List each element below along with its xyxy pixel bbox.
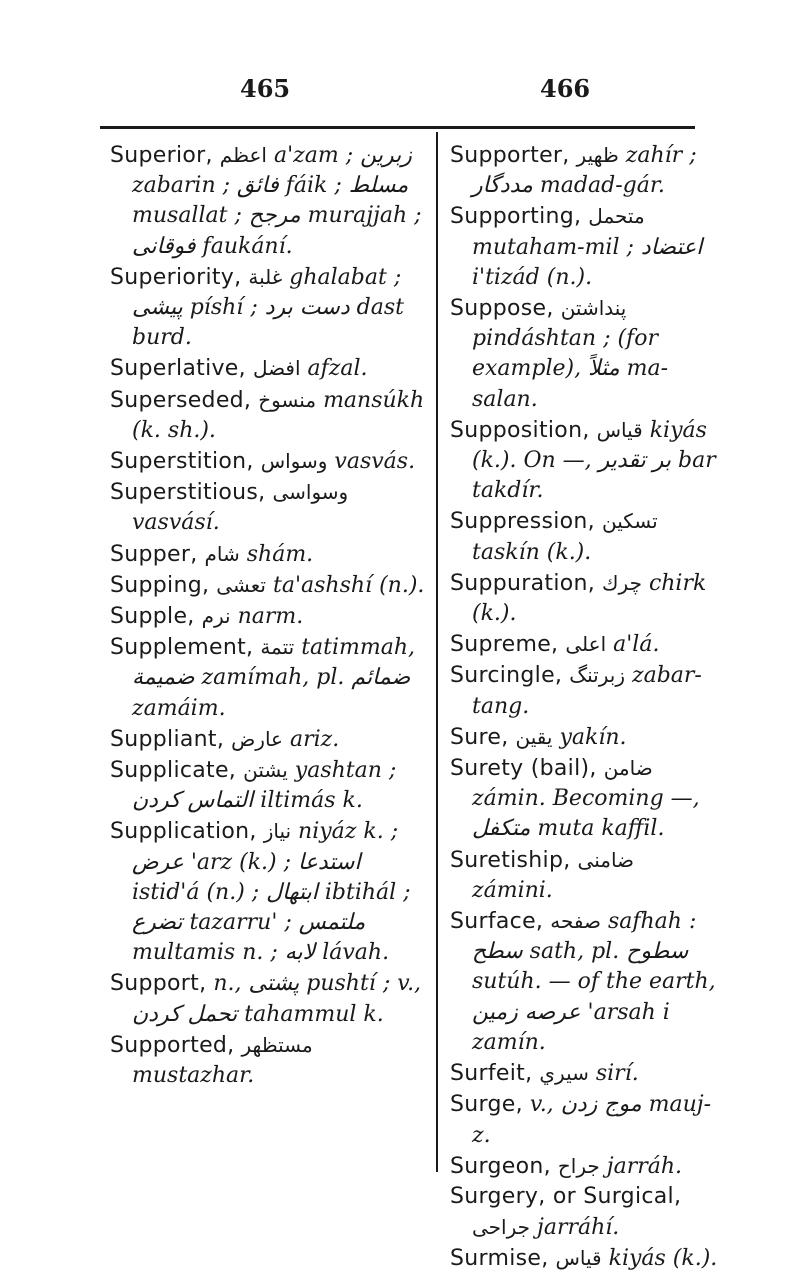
entry-headword: Surfeit, bbox=[450, 1061, 533, 1087]
entry-headword: Suppliant, bbox=[110, 726, 225, 752]
dictionary-entry bbox=[450, 629, 718, 660]
entry-transliteration: mustazhar. bbox=[132, 1063, 255, 1089]
dictionary-entry bbox=[450, 753, 718, 845]
entry-transliteration: niyáz k. ; عرض 'arz (k.) ; استدعا istid'á (n.) ; ابتهال ibtihál ; تضرع tazarru' ; ملتمس multamis n. ; لابه lávah. bbox=[132, 819, 411, 966]
entry-persian-script: عارض bbox=[231, 726, 283, 751]
entry-headword: Supplication, bbox=[110, 819, 257, 845]
entry-persian-script: شام bbox=[204, 541, 240, 566]
entry-persian-script: قياس bbox=[596, 417, 643, 442]
dictionary-entry bbox=[450, 660, 718, 721]
entry-headword: Supreme, bbox=[450, 632, 559, 658]
entry-transliteration: jarráhí. bbox=[537, 1215, 620, 1241]
dictionary-entry bbox=[450, 722, 718, 753]
entry-transliteration: afzal. bbox=[307, 356, 368, 382]
entry-persian-script: مستظهر bbox=[241, 1032, 313, 1057]
entry-persian-script: جراحی bbox=[472, 1215, 530, 1240]
entry-headword: Superiority, bbox=[110, 264, 242, 290]
entry-persian-script: يقين bbox=[515, 724, 553, 749]
dictionary-entry bbox=[450, 1058, 718, 1089]
dictionary-entry bbox=[450, 1151, 718, 1182]
entry-transliteration: kiyás (k.). bbox=[608, 1246, 718, 1272]
entry-persian-script: تتمة bbox=[260, 635, 295, 660]
dictionary-entry bbox=[110, 755, 432, 816]
entry-persian-script: وسواسی bbox=[272, 480, 349, 505]
dictionary-entry bbox=[110, 385, 432, 446]
dictionary-entry bbox=[110, 632, 432, 724]
dictionary-entry bbox=[110, 477, 432, 538]
right-column bbox=[450, 140, 718, 1275]
entry-persian-script: ضامن bbox=[603, 756, 653, 781]
entry-persian-script: نياز bbox=[263, 819, 292, 844]
entry-headword: Surety (bail), bbox=[450, 756, 597, 782]
entry-headword: Surgery, or Surgical, bbox=[450, 1183, 682, 1209]
entry-transliteration: ariz. bbox=[289, 726, 340, 752]
entry-persian-script: جراح bbox=[557, 1153, 600, 1178]
entry-persian-script: صفحه bbox=[550, 909, 601, 934]
entry-transliteration: vasvásí. bbox=[132, 510, 220, 536]
dictionary-entry bbox=[110, 570, 432, 601]
entry-headword: Supporting, bbox=[450, 204, 582, 230]
entry-headword: Supporter, bbox=[450, 143, 570, 168]
dictionary-entry bbox=[110, 1030, 432, 1091]
column-divider bbox=[436, 132, 438, 1172]
entry-headword: Supple, bbox=[110, 604, 195, 630]
entry-transliteration: shám. bbox=[246, 541, 314, 567]
entry-headword: Superlative, bbox=[110, 356, 246, 382]
dictionary-entry bbox=[450, 1089, 718, 1150]
left-column bbox=[110, 140, 432, 1091]
dictionary-entry bbox=[110, 539, 432, 570]
entry-headword: Support, bbox=[110, 971, 207, 997]
dictionary-entry bbox=[110, 262, 432, 354]
dictionary-entry bbox=[110, 816, 432, 968]
entry-headword: Surface, bbox=[450, 909, 544, 935]
entry-headword: Supper, bbox=[110, 541, 198, 567]
entry-transliteration: a'lá. bbox=[613, 632, 660, 658]
dictionary-entry bbox=[450, 415, 718, 507]
entry-headword: Supplicate, bbox=[110, 758, 237, 784]
entry-transliteration: zámin. Becoming —, متكفل muta kaffil. bbox=[472, 786, 700, 842]
entry-transliteration: zabar-tang. bbox=[472, 663, 702, 719]
entry-persian-script: افضل bbox=[252, 356, 301, 381]
entry-headword: Suppose, bbox=[450, 296, 554, 322]
entry-headword: Supping, bbox=[110, 572, 210, 598]
entry-transliteration: vasvás. bbox=[334, 449, 416, 475]
entry-headword: Surcingle, bbox=[450, 663, 563, 689]
entry-transliteration: mutaham-mil ; اعتضاد i'tizád (n.). bbox=[472, 234, 703, 290]
entry-headword: Superior, bbox=[110, 143, 213, 168]
entry-headword: Supplement, bbox=[110, 635, 254, 661]
entry-headword: Surmise, bbox=[450, 1246, 549, 1272]
entry-transliteration: chirk (k.). bbox=[472, 570, 707, 627]
entry-persian-script: تسكين bbox=[601, 509, 658, 534]
entry-persian-script: يشتن bbox=[243, 758, 288, 783]
dictionary-entry bbox=[450, 845, 718, 906]
entry-transliteration: yashtan ; التماس كردن iltimás k. bbox=[132, 758, 397, 814]
entry-persian-script: منسوخ bbox=[258, 387, 317, 412]
entry-transliteration: safhah : سطح sath, pl. سطوح sutúh. — of the earth, عرصه زمين 'arsah i zamín. bbox=[472, 909, 716, 1055]
entry-transliteration: jarráh. bbox=[606, 1153, 682, 1179]
entry-headword: Supported, bbox=[110, 1032, 235, 1058]
dictionary-entry bbox=[110, 968, 432, 1029]
entry-transliteration: ta'ashshí (n.). bbox=[273, 572, 425, 598]
dictionary-entry bbox=[450, 1243, 718, 1274]
entry-headword: Superstition, bbox=[110, 449, 254, 475]
dictionary-entry bbox=[110, 601, 432, 632]
dictionary-entry bbox=[110, 140, 432, 262]
dictionary-entry bbox=[450, 906, 718, 1058]
entry-transliteration: narm. bbox=[237, 604, 304, 630]
dictionary-entry bbox=[110, 446, 432, 477]
entry-transliteration: taskín (k.). bbox=[472, 539, 592, 565]
page-number-right: 466 bbox=[540, 74, 591, 103]
entry-persian-script: سيري bbox=[539, 1061, 589, 1086]
entry-persian-script: نرم bbox=[201, 604, 231, 629]
page-number-left: 465 bbox=[240, 74, 291, 103]
dictionary-entry bbox=[450, 293, 718, 415]
entry-transliteration: ghalabat ; پیشی píshí ; دست برد dast burd. bbox=[132, 264, 404, 351]
entry-headword: Suppression, bbox=[450, 509, 595, 535]
entry-headword: Suretiship, bbox=[450, 847, 571, 873]
entry-transliteration: sirí. bbox=[595, 1061, 639, 1087]
dictionary-entry bbox=[450, 201, 718, 293]
dictionary-entry bbox=[110, 353, 432, 384]
entry-persian-script: پنداشتن bbox=[560, 296, 627, 321]
entry-persian-script: زبرتنگ bbox=[569, 663, 625, 688]
dictionary-entry bbox=[450, 568, 718, 629]
dictionary-entry bbox=[450, 140, 718, 201]
entry-headword: Superstitious, bbox=[110, 480, 266, 506]
entry-persian-script: متحمل bbox=[588, 204, 645, 229]
entry-persian-script: غلبة bbox=[248, 264, 283, 289]
entry-transliteration: zámini. bbox=[472, 877, 553, 903]
entry-transliteration: n., پشتی pushtí ; v., تحمل كردن tahammul k. bbox=[132, 971, 422, 1027]
dictionary-entry bbox=[450, 1182, 718, 1243]
entry-headword: Sure, bbox=[450, 724, 509, 750]
entry-transliteration: pindáshtan ; (for example), مثلاً ma-salan. bbox=[472, 326, 669, 412]
entry-headword: Supposition, bbox=[450, 417, 590, 443]
entry-headword: Superseded, bbox=[110, 387, 252, 413]
entry-transliteration: mansúkh (k. sh.). bbox=[132, 387, 425, 443]
dictionary-entry bbox=[450, 506, 718, 567]
entry-persian-script: قياس bbox=[555, 1246, 602, 1271]
entry-persian-script: اعلى bbox=[565, 632, 607, 657]
entry-transliteration: a'zam ; زبرين zabarin ; فائق fáik ; مسلط musallat ; مرجح murajjah ; فوقانی faukání. bbox=[132, 143, 422, 259]
entry-transliteration: zahír ; مددگار madad-gár. bbox=[472, 143, 697, 199]
entry-persian-script: وسواس bbox=[260, 449, 328, 474]
entry-persian-script: اعظم bbox=[219, 143, 267, 167]
entry-headword: Surge, bbox=[450, 1092, 523, 1118]
entry-headword: Surgeon, bbox=[450, 1153, 551, 1179]
entry-headword: Suppuration, bbox=[450, 570, 596, 596]
header-rule bbox=[100, 126, 695, 129]
entry-persian-script: ظهير bbox=[576, 143, 619, 167]
entry-transliteration: tatimmah, ضميمة zamímah, pl. ضمائم zamáim. bbox=[132, 635, 416, 721]
entry-persian-script: ضامنی bbox=[577, 847, 635, 872]
entry-transliteration: kiyás (k.). On —, بر تقدير bar takdír. bbox=[472, 417, 716, 504]
entry-transliteration: yakín. bbox=[559, 724, 627, 750]
dictionary-entry bbox=[110, 724, 432, 755]
entry-transliteration: v., موج زدن mauj-z. bbox=[472, 1092, 712, 1148]
entry-persian-script: تعشی bbox=[216, 572, 266, 597]
entry-persian-script: چرك bbox=[602, 570, 642, 595]
